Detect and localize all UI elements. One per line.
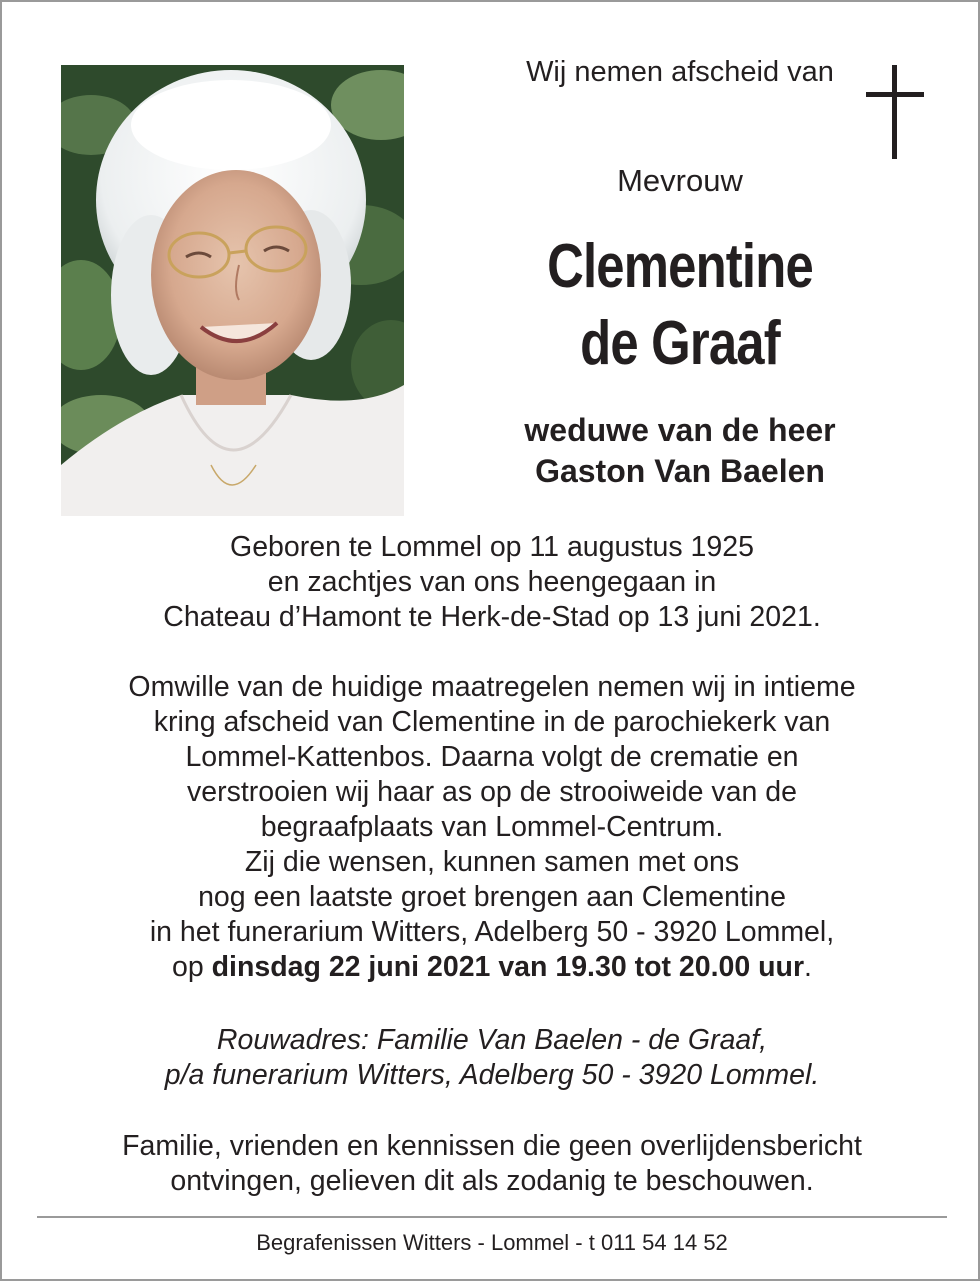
cross-icon <box>866 65 924 159</box>
portrait-photo <box>61 65 404 516</box>
birth-death-paragraph <box>42 530 942 635</box>
footer-divider <box>37 1216 947 1218</box>
visit-prefix: op <box>172 951 212 983</box>
notice-line-1: Familie, vrienden en kennissen die geen overlijdensbericht <box>122 1130 862 1162</box>
visit-datetime: dinsdag 22 juni 2021 van 19.30 tot 20.00 uur <box>211 951 805 983</box>
ceremony-line: kring afscheid van Clementine in de parochiekerk van <box>153 706 831 738</box>
deceased-name <box>509 228 850 382</box>
funeral-home-footer: Begrafenissen Witters - Lommel - t 011 54 14 52 <box>256 1230 728 1255</box>
widow-of <box>492 410 868 492</box>
notice-line-2: ontvingen, gelieven dit als zodanig te beschouwen. <box>170 1165 814 1197</box>
mourning-address <box>42 1023 942 1093</box>
ceremony-line: nog een laatste groet brengen aan Clementine <box>198 881 786 913</box>
notice-paragraph <box>42 1129 942 1199</box>
ceremony-paragraph <box>42 670 942 985</box>
passing-line: en zachtjes van ons heengegaan in <box>267 566 717 598</box>
address-line-1: Rouwadres: Familie Van Baelen - de Graaf, <box>216 1024 768 1056</box>
visitation-line <box>42 950 942 985</box>
ceremony-line: begraafplaats van Lommel-Centrum. <box>260 811 724 843</box>
visit-suffix: . <box>804 951 812 983</box>
honorific: Mevrouw <box>617 163 743 198</box>
ceremony-line: verstrooien wij haar as op de strooiweide van de <box>187 776 797 808</box>
widow-line-1: weduwe van de heer <box>524 412 836 448</box>
ceremony-line: Lommel-Kattenbos. Daarna volgt de crematie en <box>185 741 799 773</box>
last-name: de Graaf <box>580 309 780 378</box>
ceremony-line: Omwille van de huidige maatregelen nemen wij in intieme <box>128 671 856 703</box>
ceremony-line: in het funerarium Witters, Adelberg 50 - 3920 Lommel, <box>149 916 835 948</box>
ceremony-line: Zij die wensen, kunnen samen met ons <box>244 846 740 878</box>
first-name: Clementine <box>547 232 813 301</box>
birth-line: Geboren te Lommel op 11 augustus 1925 <box>230 531 754 563</box>
address-line-2: p/a funerarium Witters, Adelberg 50 - 3920 Lommel. <box>164 1059 820 1091</box>
intro-text: Wij nemen afscheid van <box>526 56 834 88</box>
place-date-line: Chateau d’Hamont te Herk-de-Stad op 13 juni 2021. <box>163 601 821 633</box>
widow-line-2: Gaston Van Baelen <box>535 453 825 489</box>
